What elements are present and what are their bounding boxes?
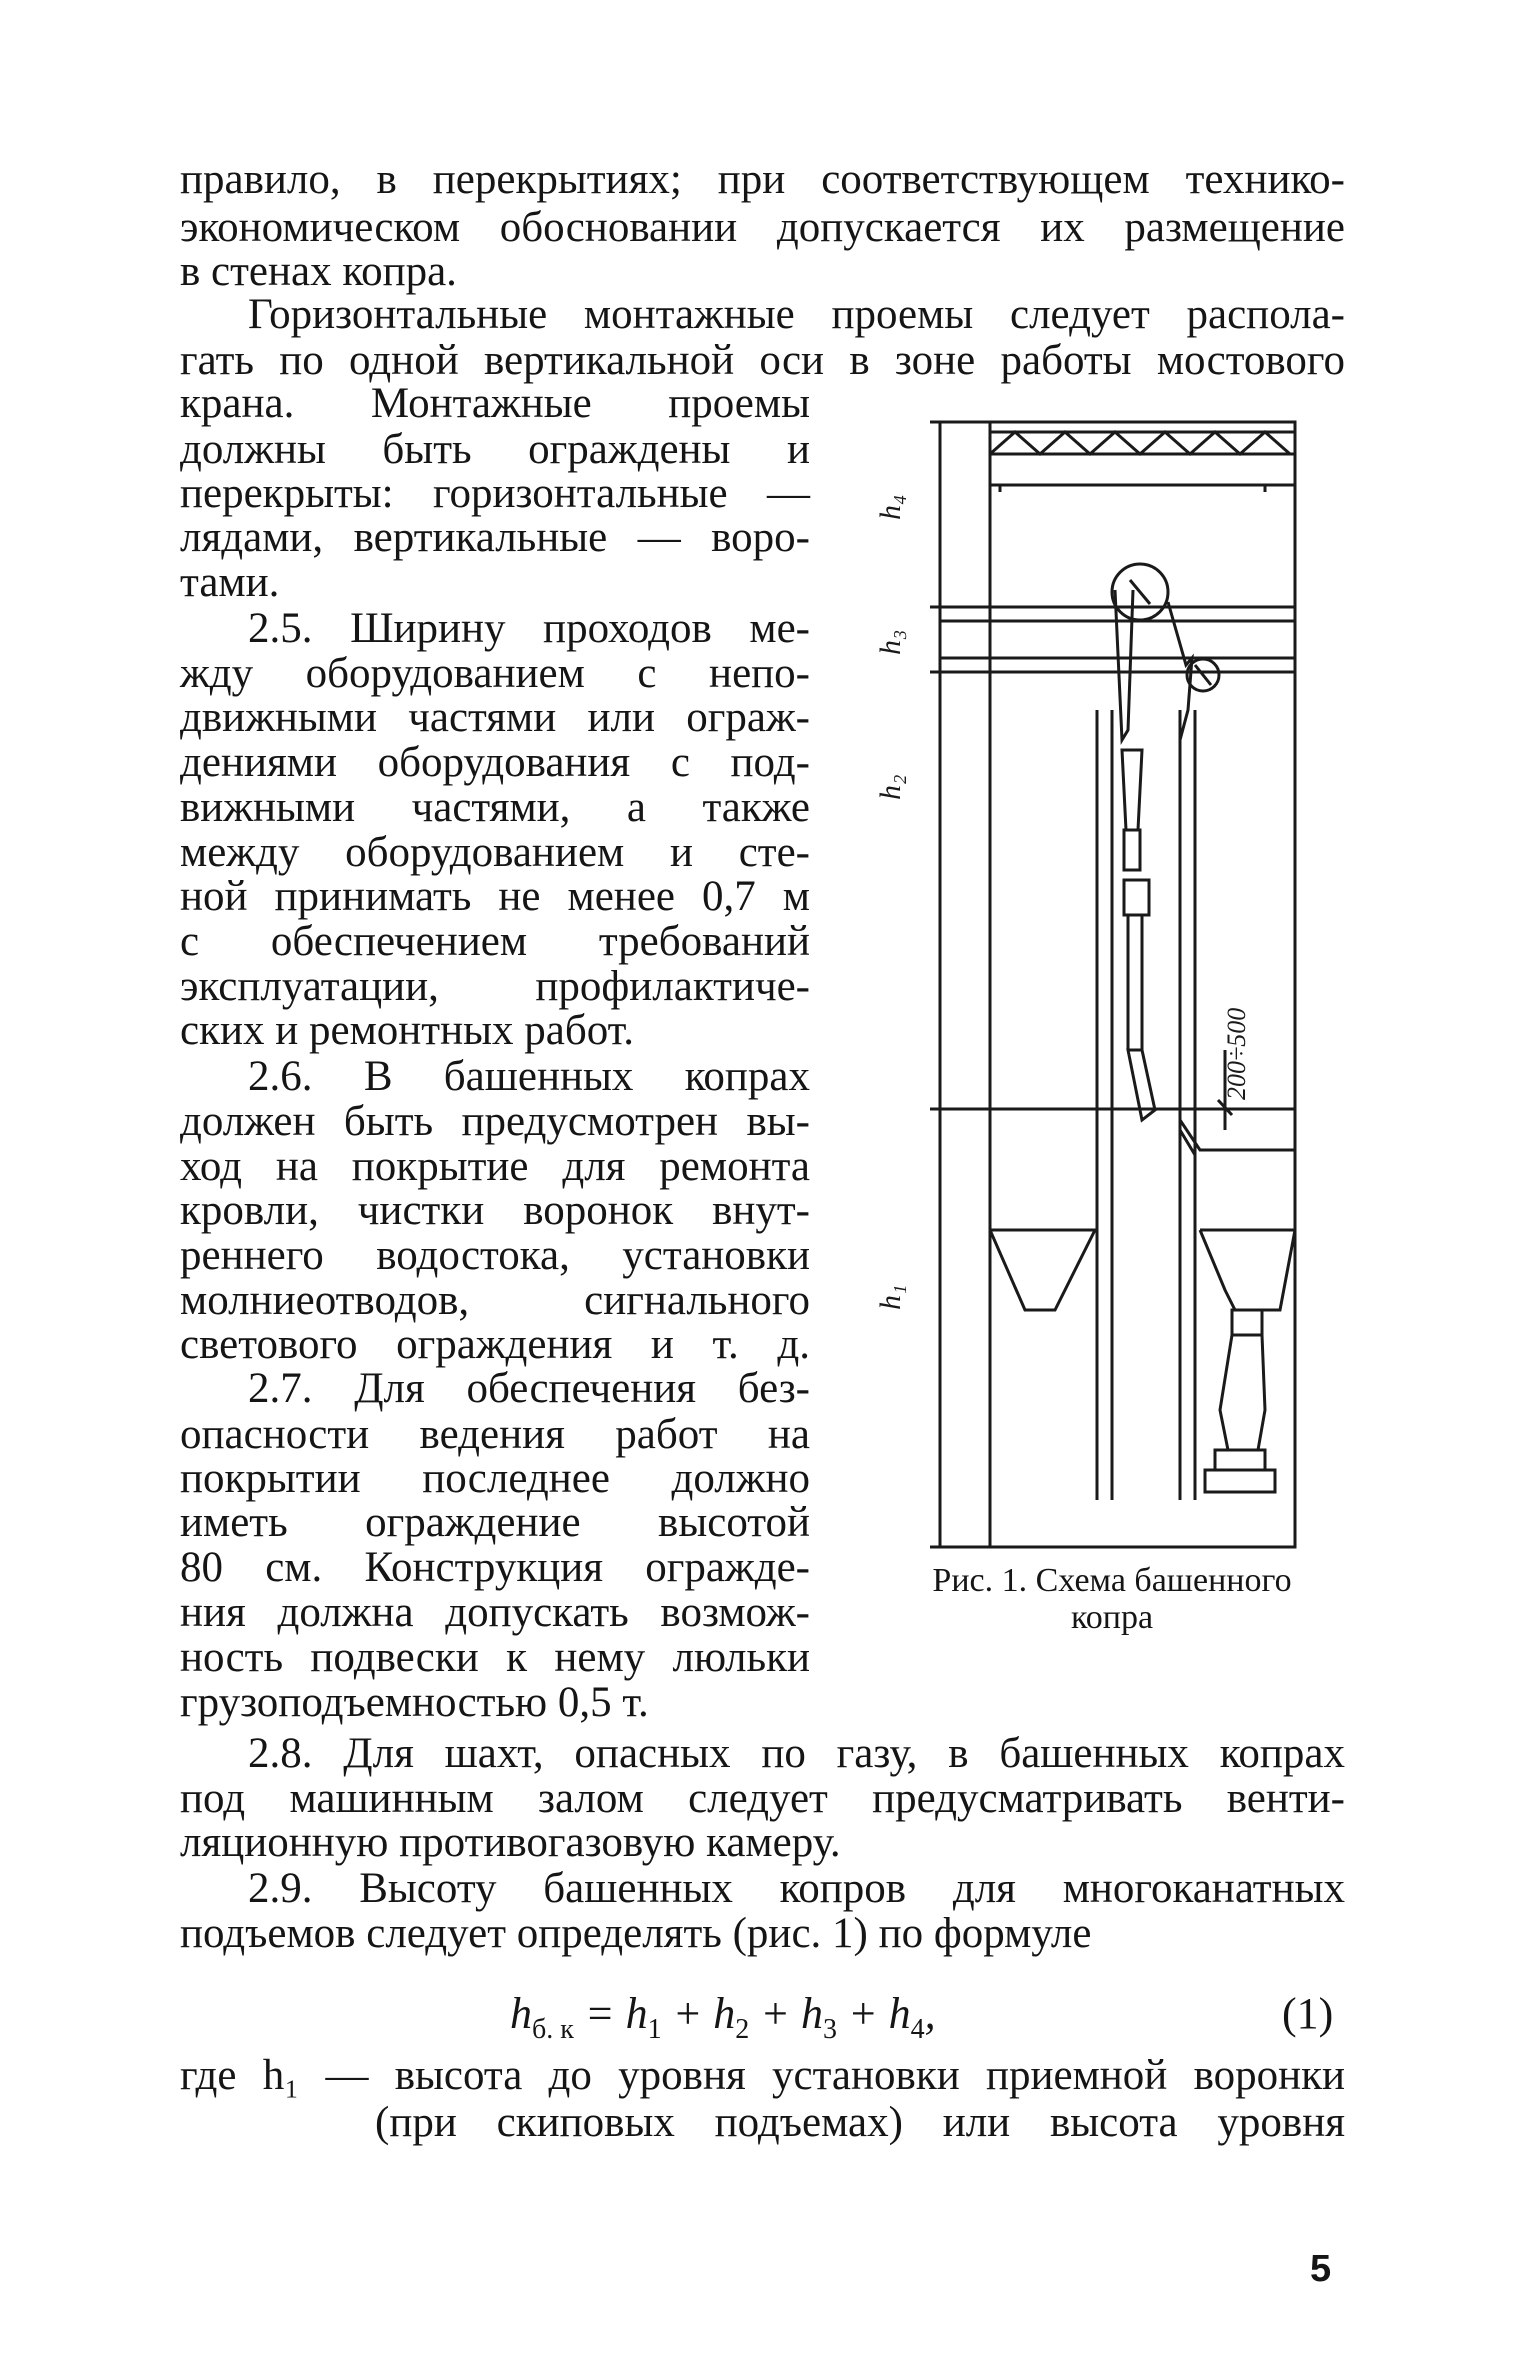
label-h4: h₄ — [874, 494, 907, 520]
column-line: 2.7. Для обеспечения без- — [248, 1365, 810, 1412]
column-line: тами. — [180, 559, 280, 606]
text-line: где h₁ — высота до уровня установки приемной воронки — [180, 2052, 1345, 2099]
text-line: ляционную противогазовую камеру. — [180, 1819, 841, 1866]
text-line: экономическом обосновании допускается их размещение — [180, 204, 1345, 251]
formula-number: (1) — [1282, 1989, 1334, 2038]
column-line: 2.5. Ширину проходов ме- — [248, 605, 810, 652]
figure-caption: Рис. 1. Схема башенного — [932, 1562, 1292, 1599]
text-line: под машинным залом следует предусматривать венти- — [180, 1775, 1345, 1822]
column-line: покрытии последнее должно — [180, 1455, 810, 1502]
label-h2: h₂ — [874, 774, 907, 800]
text-line: 2.9. Высоту башенных копров для многоканатных — [248, 1865, 1345, 1912]
column-line: лядами, вертикальные — воро- — [180, 514, 810, 561]
column-line: кровли, чистки воронок внут- — [180, 1187, 810, 1234]
column-line: дениями оборудования с под- — [180, 739, 810, 786]
column-line: реннего водостока, установки — [180, 1232, 810, 1279]
label-h3: h₃ — [874, 629, 907, 655]
text-line: (при скиповых подъемах) или высота уровня — [375, 2099, 1345, 2146]
column-line: перекрыты: горизонтальные — — [180, 470, 810, 517]
crane-truss — [990, 432, 1295, 454]
tower-frame — [940, 422, 1295, 1547]
text-line: гать по одной вертикальной оси в зоне работы мостового — [180, 337, 1345, 384]
column-line: должны быть ограждены и — [180, 426, 810, 473]
skip-head — [1122, 750, 1142, 830]
page-number: 5 — [1310, 2248, 1332, 2290]
text-line: в стенах копра. — [180, 248, 457, 295]
column-line: с обеспечением требований — [180, 918, 810, 965]
label-h1: h₁ — [874, 1284, 907, 1310]
column-line: опасности ведения работ на — [180, 1411, 810, 1458]
column-line: ния должна допускать возмож- — [180, 1589, 810, 1636]
feeder — [1205, 1470, 1275, 1492]
column-line: ход на покрытие для ремонта — [180, 1143, 810, 1190]
column-line: эксплуатации, профилактиче- — [180, 963, 810, 1010]
figure-caption: копра — [1070, 1599, 1154, 1636]
column-line: светового ограждения и т. д. — [180, 1321, 810, 1368]
column-line: между оборудованием и сте- — [180, 829, 810, 876]
column-line: грузоподъемностью 0,5 т. — [180, 1679, 649, 1726]
column-line: движными частями или ограж- — [180, 694, 810, 741]
column-line: ность подвески к нему люльки — [180, 1634, 810, 1681]
text-line: подъемов следует определять (рис. 1) по формуле — [180, 1910, 1092, 1957]
text-line: 2.8. Для шахт, опасных по газу, в башенных копрах — [248, 1730, 1345, 1777]
column-line: ских и ремонтных работ. — [180, 1007, 634, 1054]
column-line: жду оборудованием с непо- — [180, 650, 810, 697]
chute — [1220, 1335, 1265, 1450]
column-line: должен быть предусмотрен вы- — [180, 1098, 810, 1145]
column-line: иметь ограждение высотой — [180, 1499, 810, 1546]
column-line: молниеотводов, сигнального — [180, 1277, 810, 1324]
column-line: вижными частями, а также — [180, 784, 810, 831]
column-line: 80 см. Конструкция огражде- — [180, 1544, 810, 1591]
formula: $h_{б. к} = h_1 + h_2 + h_3 + h_4$, — [510, 1989, 936, 2045]
left-bunker — [990, 1230, 1095, 1310]
column-line: ной принимать не менее 0,7 м — [180, 873, 810, 920]
label-dimension: 200÷500 — [1222, 1007, 1251, 1100]
text-line: правило, в перекрытиях; при соответствующем технико- — [180, 156, 1345, 203]
tower-headframe-diagram — [874, 410, 1320, 1560]
column-line: крана. Монтажные проемы — [180, 380, 810, 427]
text-line: Горизонтальные монтажные проемы следует распола- — [248, 291, 1345, 338]
column-line: 2.6. В башенных копрах — [248, 1053, 810, 1100]
